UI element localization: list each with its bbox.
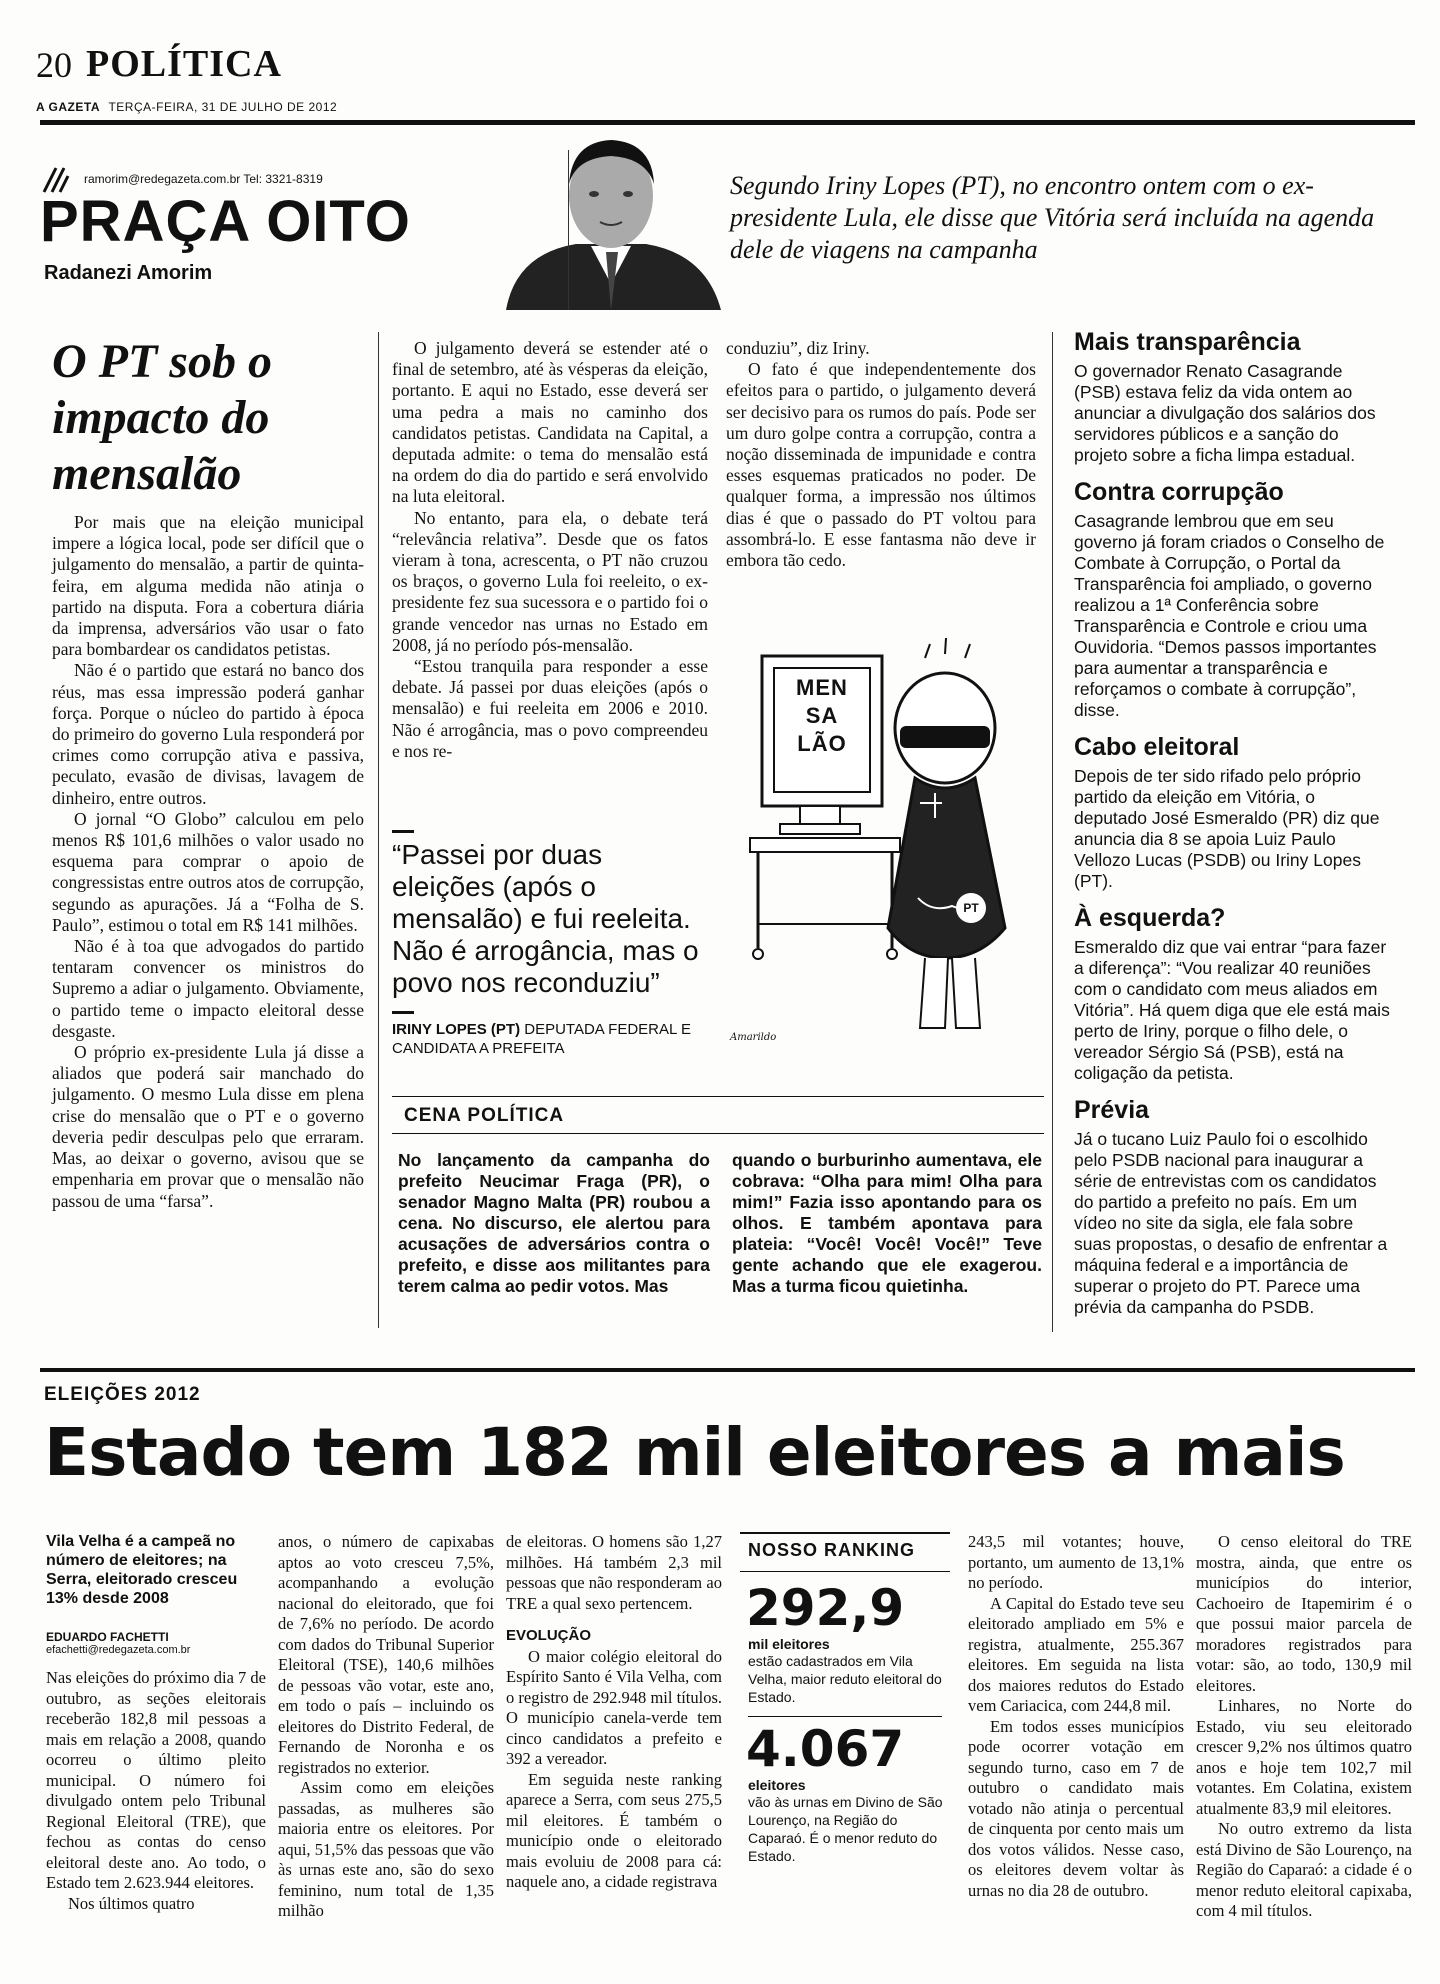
paragraph: No outro extremo da lista está Divino de São Lourenço, na Região do Caparaó: a cidade é o menor reduto eleitoral capixaba, com 4 mil títulos. <box>1196 1819 1412 1920</box>
ranking-stat2-unit: eleitores <box>748 1777 806 1793</box>
cena-politica-title: CENA POLÍTICA <box>404 1105 565 1126</box>
cartoon-signature: Amarildo <box>730 1032 777 1043</box>
column-quote: Segundo Iriny Lopes (PT), no encontro ontem com o ex-presidente Lula, ele disse que Vitória será incluída na agenda dele de viagens na campanha <box>730 171 1375 264</box>
brief-title: Mais transparência <box>1074 328 1301 356</box>
paragraph: O censo eleitoral do TRE mostra, ainda, que entre os municípios do interior, Cachoeiro de Itapemirim é o que possui maior parcela de moradores registrados para votar: são, ao todo, 130,9 mil eleitores. <box>1196 1532 1412 1695</box>
brief-title: Prévia <box>1074 1096 1150 1124</box>
brief-text: Já o tucano Luiz Paulo foi o escolhido pelo PSDB nacional para inaugurar a série de entrevistas com os candidatos do partido a prefeito no país. Em um vídeo no site da sigla, ele fala sobre suas propostas, o desafio de enfrentar a máquina federal e a importância de superar o projeto do PT. Parece uma prévia da campanha do PSDB. <box>1074 1129 1388 1317</box>
paragraph: anos, o número de capixabas aptos ao voto cresceu 7,5%, acompanhando a evolução nacional do eleitorado, que foi de 7,6% no período. De acordo com dados do Tribunal Superior Eleitoral (TSE), 140,6 milhões de pessoas vão votar, este ano, em todo o país – incluindo os eleitores do Distrito Federal, de Fernando de Noronha e os registrados no exterior. <box>278 1532 494 1777</box>
main-story-col3 <box>726 338 1036 571</box>
ranking-stat1-value: 292,9 <box>746 1579 905 1637</box>
dateline <box>36 98 337 116</box>
paragraph: “Estou tranquila para responder a esse debate. Já passei por duas eleições (após o mensalão) e fui reeleita em 2006 e 2010. Não é arrogância, mas o povo compreendeu e nos re- <box>392 656 708 761</box>
paragraph: Não é o partido que estará no banco dos réus, mas essa impressão poderá ganhar força. Porque o núcleo do partido à época do primeiro do governo Lula responderá por crimes como corrupção ativa e passiva, peculato, evasão de divisas, lavagem de dinheiro, entre outros. <box>52 660 364 808</box>
election-col2 <box>278 1532 494 1972</box>
brief <box>1074 328 1392 466</box>
paragraph: O próprio ex-presidente Lula já disse a aliados que poderá sair manchado do julgamento. O mesmo Lula disse em plena crise do mensalão que o PT e o governo deveria pedir desculpas pelo que erraram. Mas, ao deixar o governo, avisou que se empenharia em provar que o mensalão não passou de uma “farsa”. <box>52 1042 364 1211</box>
paragraph: de eleitoras. O homens são 1,27 milhões. Há também 2,3 mil pessoas que não responderam ao TRE a qual sexo pertencem. <box>506 1532 722 1613</box>
paragraph: A Capital do Estado teve seu eleitorado ampliado em 5% e registra, atualmente, 255.367 eleitores. Em seguida na lista dos maiores redutos do Estado vem Cariacica, com 244,8 mil. <box>968 1593 1184 1715</box>
subsection-heading: EVOLUÇÃO <box>506 1627 592 1644</box>
ranking-stat2-text: vão às urnas em Divino de São Lourenço, na Região do Caparaó. É o menor reduto do Estado. <box>748 1794 943 1864</box>
section-rule <box>40 1368 1415 1372</box>
quote-author: IRINY LOPES (PT) <box>392 1021 521 1038</box>
paragraph: O jornal “O Globo” calculou em pelo menos R$ 101,6 milhões o valor usado no esquema para comprar o apoio de congressistas entre outros atos de corrupção, segundo as apurações. Já a “Folha de S. Paulo”, estimou o total em R$ 141 milhões. <box>52 808 364 935</box>
election-subhead: Vila Velha é a campeã no número de eleitores; na Serra, eleitorado cresceu 13% desde 2008 <box>46 1533 238 1607</box>
brief-title: Cabo eleitoral <box>1074 733 1240 761</box>
paragraph: Não é à toa que advogados do partido tentaram convencer os ministros do Supremo a adiar o julgamento. Obviamente, o partido teme o impacto eleitoral desse desgaste. <box>52 936 364 1041</box>
header-rule <box>40 120 1415 125</box>
editorial-cartoon <box>720 628 1050 1058</box>
brief <box>1074 1096 1392 1318</box>
section-title: POLÍTICA <box>86 43 282 85</box>
brief-text: Depois de ter sido rifado pelo próprio partido da eleição em Vitória, o deputado José Esmeraldo (PR) diz que anuncia dia 8 se apoia Luiz Paulo Vellozo Lucas (PSDB) ou Iriny Lopes (PT). <box>1074 766 1380 891</box>
page-number: 20 <box>36 45 72 85</box>
election-headline: Estado tem 182 mil eleitores a mais <box>44 1414 1345 1491</box>
election-col1-tail: Nos últimos quatro <box>68 1893 195 1913</box>
brief-text: Casagrande lembrou que em seu governo já foram criados o Conselho de Combate à Corrupção, o Portal da Transparência foi ampliado, o governo realizou a 1ª Conferência sobre Transparência e Controle e criou uma Ouvidoria. “Demos passos importantes para aumentar a transparência e reforçamos o combate à corrupção”, disse. <box>1074 511 1385 720</box>
pull-quote <box>392 830 708 1058</box>
column-header <box>40 150 1415 310</box>
main-headline: O PT sob o impacto do mensalão <box>52 335 272 500</box>
pt-star-badge: PT <box>956 893 986 923</box>
paragraph: No entanto, para ela, o debate terá “relevância relativa”. Desde que os fatos vieram à tona, acrescenta, o PT não cruzou os braços, o governo Lula foi reeleito, o ex-presidente fez sua sucessora e o partido foi o grande vencedor nas urnas no Estado em 2008, já no período pós-mensalão. <box>392 507 708 655</box>
paragraph: O julgamento deverá se estender até o final de setembro, até às vésperas da eleição, portanto. E aqui no Estado, esse deverá ser uma pedra a mais no caminho dos candidatos petistas. Candidata na Capital, a deputada admite: o tema do mensalão está na ordem do dia do partido e será envolvido na luta eleitoral. <box>392 338 708 507</box>
paragraph: Assim como em eleições passadas, as mulheres são maioria entre os eleitores. Por aqui, 51,5% das pessoas que vão às urnas este ano, são do sexo feminino, num total de 1,35 milhão <box>278 1778 494 1920</box>
paragraph: Linhares, no Norte do Estado, viu seu eleitorado crescer 9,2% nos últimos quatro anos e hoje tem 102,7 mil votantes. Em Colatina, existem atualmente 83,9 mil eleitores. <box>1196 1696 1412 1818</box>
brief-text: Esmeraldo diz que vai entrar “para fazer a diferença”: “Vou realizar 40 reuniões com o candidato com meus aliados em Vitória”. Há quem diga que ele está mais perto de Iriny, porque o filho dele, o vereador Sérgio Sá (PSB), está na coligação da petista. <box>1074 937 1390 1083</box>
election-col5 <box>968 1532 1184 1972</box>
page-header <box>32 40 1412 120</box>
brief-title: Contra corrupção <box>1074 478 1284 506</box>
cartoon-screen-line: MEN <box>796 675 848 700</box>
column-contact: ramorim@redegazeta.com.br Tel: 3321-8319 <box>84 172 323 186</box>
column-author: Radanezi Amorim <box>44 262 213 284</box>
newspaper-name: A GAZETA <box>36 100 100 114</box>
pull-quote-text: “Passei por duas eleições (após o mensalão) e fui reeleita. Não é arrogância, mas o povo nos reconduziu” <box>392 839 699 998</box>
paragraph: Em todos esses municípios pode ocorrer votação em segundo turno, caso em 7 de outubro o candidato mais votado não atinja o percentual de cinquenta por cento mais um dos votos válidos. Nesse caso, os eleitores devem voltar às urnas no dia 28 de outubro. <box>968 1716 1184 1900</box>
election-col6 <box>1196 1532 1412 1972</box>
paragraph: 243,5 mil votantes; houve, portanto, um aumento de 13,1% no período. <box>968 1532 1184 1592</box>
election-col1 <box>46 1532 266 1914</box>
paragraph: O maior colégio eleitoral do Espírito Santo é Vila Velha, com o registro de 292.948 mil títulos. O município canela-verde tem cinco candidatos a prefeito e 392 a vereador. <box>506 1646 722 1768</box>
election-kicker: ELEIÇÕES 2012 <box>44 1384 201 1405</box>
cena-politica-box <box>392 1096 1044 1308</box>
main-story-col1 <box>52 512 364 1212</box>
paragraph: Em seguida neste ranking aparece a Serra, com seus 275,5 mil eleitores. É também o município onde o eleitorado mais evoluiu de 2008 para cá: naquele ano, a cidade registrava <box>506 1769 722 1891</box>
column-divider <box>378 332 379 1328</box>
election-col1-text: Nas eleições do próximo dia 7 de outubro, as seções eleitorais receberão 182,8 mil pessoas a mais em relação a 2008, quando ocorreu o último pleito municipal. O número foi divulgado ontem pelo Tribunal Regional Eleitoral (TRE), que fechou as contas do censo eleitoral deste ano. Ao todo, o Estado tem 2.623.944 eleitores. <box>46 1668 266 1892</box>
cartoon-screen-line: LÃO <box>797 731 847 756</box>
briefs-column <box>1074 328 1392 1330</box>
election-byline: EDUARDO FACHETTI <box>46 1630 169 1644</box>
paragraph: Por mais que na eleição municipal impere a lógica local, pode ser difícil que o julgamento do mensalão, a partir de quinta-feira, em alguma medida não atinja o partido na disputa. Fora a cobertura diária da imprensa, adversários vão usar o fato para bombardear os candidatos petistas. <box>52 512 364 660</box>
ranking-stat1-unit: mil eleitores <box>748 1636 830 1652</box>
quote-role: DEPUTADA FEDERAL E CANDIDATA A PREFEITA <box>392 1021 691 1057</box>
brief <box>1074 904 1392 1084</box>
ranking-stat1-text: estão cadastrados em Vila Velha, maior reduto eleitoral do Estado. <box>748 1653 942 1705</box>
brief-text: O governador Renato Casagrande (PSB) estava feliz da vida ontem ao anunciar a divulgação dos salários dos servidores públicos e a sanção do projeto sobre a ficha limpa estadual. <box>1074 361 1376 465</box>
election-col3 <box>506 1532 722 1972</box>
brief <box>1074 478 1392 721</box>
author-portrait <box>476 134 746 310</box>
ranking-stat2-value: 4.067 <box>746 1720 905 1778</box>
ranking-box <box>740 1532 950 1972</box>
issue-date: TERÇA-FEIRA, 31 DE JULHO DE 2012 <box>108 100 338 114</box>
column-divider <box>1052 332 1053 1332</box>
brief <box>1074 733 1392 892</box>
paragraph: O fato é que independentemente dos efeitos para o partido, o julgamento deverá ser decisivo para os rumos do país. Pode ser um duro golpe contra a corrupção, contra a noção disseminada de impunidade e contra esses esquemas praticados no poder. De qualquer forma, a impressão nos últimos dias é que o passado do PT voltou para assombrá-lo. E esse fantasma não deve ir embora tão cedo. <box>726 359 1036 571</box>
cartoon-screen-line: SA <box>805 703 839 728</box>
brief-title: À esquerda? <box>1074 904 1226 932</box>
column-name: PRAÇA OITO <box>40 189 411 254</box>
paragraph: conduziu”, diz Iriny. <box>726 338 870 358</box>
cena-politica-text-2: quando o burburinho aumentava, ele cobrava: “Olha para mim! Olha para mim!” Fazia isso apontando para os olhos. E também apontava para plateia: “Você! Você! Você!” Teve gente achando que ele exagerou. Mas a turma ficou quietinha. <box>732 1150 1042 1296</box>
header-divider <box>568 150 569 310</box>
election-byline-email: efachetti@redegazeta.com.br <box>46 1644 191 1656</box>
main-story-col2 <box>392 338 708 762</box>
ranking-title: NOSSO RANKING <box>740 1534 950 1572</box>
cena-politica-text-1: No lançamento da campanha do prefeito Neucimar Fraga (PR), o senador Magno Malta (PR) roubou a cena. No discurso, ele alertou para acusações de adversários contra o prefeito, e disse aos militantes para terem calma ao pedir votos. Mas <box>398 1150 710 1296</box>
